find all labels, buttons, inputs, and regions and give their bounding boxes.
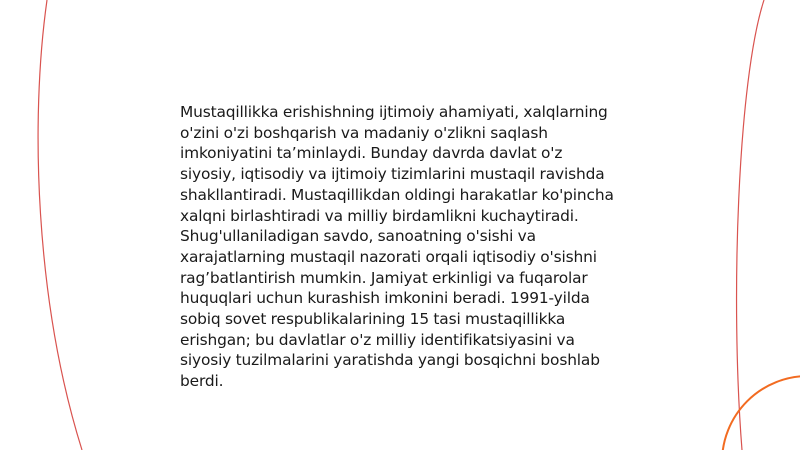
corner-circle-decoration (722, 376, 800, 450)
left-arc-decoration (38, 0, 82, 450)
right-arc-decoration (737, 0, 764, 450)
body-paragraph: Mustaqillikka erishishning ijtimoiy ahamiyati, xalqlarning o'zini o'zi boshqarish va madaniy o'zlikni saqlash imkoniyatini ta’minlaydi. Bunday davrda davlat o'z siyosiy, iqtisodiy va ijtimoiy tizimlarini mustaqil ravishda shakllantiradi. Mustaqillikdan oldingi harakatlar ko'pincha xalqni birlashtiradi va milliy birdamlikni kuchaytiradi. Shug'ullaniladigan savdo, sanoatning o'sishi va xarajatlarning mustaqil nazorati orqali iqtisodiy o'sishni rag’batlantirish mumkin. Jamiyat erkinligi va fuqarolar huquqlari uchun kurashish imkonini beradi. 1991-yilda sobiq sovet respublikalarining 15 tasi mustaqillikka erishgan; bu davlatlar o'z milliy identifikatsiyasini va siyosiy tuzilmalarini yaratishda yangi bosqichni boshlab berdi. (180, 103, 614, 391)
